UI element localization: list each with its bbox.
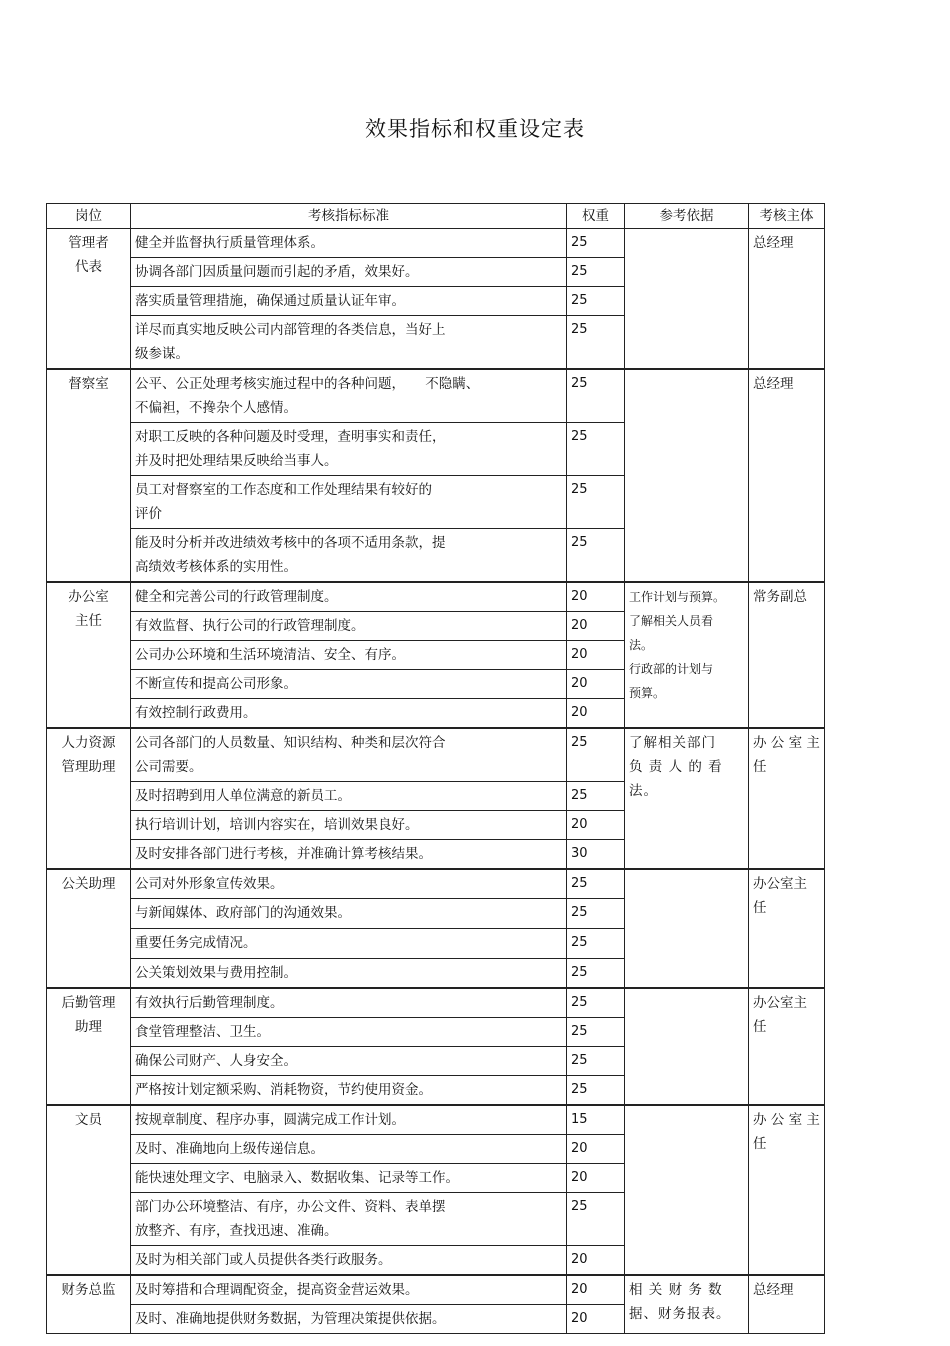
indicator-cell <box>131 728 567 782</box>
weight-cell: 20 <box>567 670 625 699</box>
cell-line: 重要任务完成情况。 <box>135 935 257 951</box>
cell-line: 与新闻媒体、政府部门的沟通效果。 <box>135 905 351 921</box>
cell-line: 公关策划效果与费用控制。 <box>135 965 297 981</box>
cell-line: 公司对外形象宣传效果。 <box>135 876 284 892</box>
cell-line: 法。 <box>629 783 658 799</box>
cell-line: 有效监督、执行公司的行政管理制度。 <box>135 618 365 634</box>
cell-line: 对职工反映的各种问题及时受理，查明事实和责任， <box>135 429 446 445</box>
weight-cell: 20 <box>567 612 625 641</box>
basis-cell <box>625 869 749 988</box>
cell-line: 督察室 <box>68 376 109 392</box>
header-post: 岗位 <box>47 204 131 229</box>
weight-cell: 25 <box>567 1193 625 1246</box>
table-header <box>47 204 825 229</box>
post-cell <box>47 869 131 988</box>
weight-cell: 20 <box>567 1246 625 1276</box>
cell-line: 放整齐、有序，查找迅速、准确。 <box>135 1223 338 1239</box>
cell-line: 及时为相关部门或人员提供各类行政服务。 <box>135 1252 392 1268</box>
cell-line: 及时安排各部门进行考核，并准确计算考核结果。 <box>135 846 432 862</box>
page-title: 效果指标和权重设定表 <box>365 117 585 141</box>
table-row <box>47 1275 825 1305</box>
basis-cell <box>625 582 749 728</box>
indicator-cell <box>131 287 567 316</box>
weight-cell: 20 <box>567 1275 625 1305</box>
weight-cell: 25 <box>567 476 625 529</box>
basis-cell <box>625 728 749 869</box>
cell-line: 办公室 <box>68 589 109 605</box>
indicator-cell <box>131 582 567 612</box>
weight-cell: 25 <box>567 229 625 258</box>
header-subject: 考核主体 <box>749 204 825 229</box>
indicator-weight-table <box>46 203 825 1334</box>
indicator-cell <box>131 1076 567 1106</box>
subject-cell <box>749 369 825 582</box>
cell-line: 法。 <box>629 638 654 652</box>
table-row <box>47 582 825 612</box>
subject-cell <box>749 229 825 370</box>
cell-line: 级参谋。 <box>135 346 189 362</box>
cell-line: 评价 <box>135 506 162 522</box>
indicator-cell <box>131 699 567 729</box>
header-indicator: 考核指标标准 <box>131 204 567 229</box>
indicator-cell <box>131 641 567 670</box>
cell-line: 人力资源 <box>61 735 116 751</box>
weight-cell: 20 <box>567 1135 625 1164</box>
indicator-cell <box>131 929 567 959</box>
weight-cell: 25 <box>567 1047 625 1076</box>
cell-line: 高绩效考核体系的实用性。 <box>135 559 297 575</box>
cell-line: 办 公 室 主 <box>753 1112 820 1128</box>
table-row <box>47 369 825 423</box>
post-cell <box>47 229 131 370</box>
indicator-cell <box>131 529 567 583</box>
post-cell <box>47 369 131 582</box>
weight-cell: 20 <box>567 1305 625 1334</box>
basis-cell <box>625 229 749 370</box>
indicator-cell <box>131 1105 567 1135</box>
cell-line: 后勤管理 <box>61 995 116 1011</box>
cell-line: 据、财务报表。 <box>629 1306 731 1322</box>
table-body <box>47 229 825 1334</box>
indicator-cell <box>131 811 567 840</box>
cell-line: 工作计划与预算。 <box>629 590 726 604</box>
cell-line: 财务总监 <box>61 1282 116 1298</box>
indicator-cell <box>131 1193 567 1246</box>
cell-line: 及时、准确地提供财务数据，为管理决策提供依据。 <box>135 1311 446 1327</box>
weight-cell: 25 <box>567 258 625 287</box>
weight-cell: 25 <box>567 1076 625 1106</box>
cell-line: 健全并监督执行质量管理体系。 <box>135 235 324 251</box>
weight-cell: 25 <box>567 423 625 476</box>
post-cell <box>47 988 131 1105</box>
weight-cell: 25 <box>567 988 625 1018</box>
weight-cell: 20 <box>567 582 625 612</box>
cell-line: 食堂管理整洁、卫生。 <box>135 1024 270 1040</box>
cell-line: 管理者 <box>68 235 109 251</box>
weight-cell: 25 <box>567 782 625 811</box>
post-cell <box>47 1275 131 1334</box>
cell-line: 文员 <box>75 1112 102 1128</box>
post-cell <box>47 582 131 728</box>
weight-cell: 25 <box>567 929 625 959</box>
weight-cell: 25 <box>567 287 625 316</box>
weight-cell: 20 <box>567 811 625 840</box>
cell-line: 公平、公正处理考核实施过程中的各种问题， 不隐瞒、 <box>135 376 480 392</box>
cell-line: 员工对督察室的工作态度和工作处理结果有较好的 <box>135 482 432 498</box>
cell-line: 助理 <box>75 1019 102 1035</box>
weight-cell: 25 <box>567 869 625 899</box>
post-cell <box>47 728 131 869</box>
indicator-cell <box>131 899 567 929</box>
indicator-cell <box>131 1305 567 1334</box>
indicator-cell <box>131 476 567 529</box>
table-row <box>47 229 825 258</box>
subject-cell <box>749 988 825 1105</box>
cell-line: 相 关 财 务 数 <box>629 1282 723 1298</box>
indicator-cell <box>131 782 567 811</box>
table-row <box>47 1105 825 1135</box>
cell-line: 常务副总 <box>753 589 807 605</box>
cell-line: 不偏袒，不搀杂个人感情。 <box>135 400 297 416</box>
cell-line: 行政部的计划与 <box>629 662 714 676</box>
cell-line: 及时招聘到用人单位满意的新员工。 <box>135 788 351 804</box>
cell-line: 有效控制行政费用。 <box>135 705 257 721</box>
indicator-cell <box>131 869 567 899</box>
subject-cell <box>749 582 825 728</box>
cell-line: 及时筹措和合理调配资金，提高资金营运效果。 <box>135 1282 419 1298</box>
cell-line: 及时、准确地向上级传递信息。 <box>135 1141 324 1157</box>
subject-cell <box>749 1275 825 1334</box>
weight-cell: 25 <box>567 369 625 423</box>
weight-cell: 15 <box>567 1105 625 1135</box>
cell-line: 任 <box>753 1019 767 1035</box>
cell-line: 任 <box>753 900 767 916</box>
cell-line: 办公室主 <box>753 876 807 892</box>
indicator-cell <box>131 1164 567 1193</box>
header-basis: 参考依据 <box>625 204 749 229</box>
cell-line: 办公室主 <box>753 995 807 1011</box>
indicator-cell <box>131 1275 567 1305</box>
weight-cell: 20 <box>567 641 625 670</box>
cell-line: 按规章制度、程序办事，圆满完成工作计划。 <box>135 1112 405 1128</box>
cell-line: 能快速处理文字、电脑录入、数据收集、记录等工作。 <box>135 1170 459 1186</box>
indicator-cell <box>131 423 567 476</box>
header-weight: 权重 <box>567 204 625 229</box>
cell-line: 健全和完善公司的行政管理制度。 <box>135 589 338 605</box>
indicator-cell <box>131 1047 567 1076</box>
weight-cell: 25 <box>567 959 625 989</box>
cell-line: 总经理 <box>753 235 794 251</box>
weight-cell: 25 <box>567 316 625 370</box>
cell-line: 确保公司财产、人身安全。 <box>135 1053 297 1069</box>
cell-line: 了解相关人员看 <box>629 614 714 628</box>
indicator-cell <box>131 988 567 1018</box>
cell-line: 部门办公环境整洁、有序，办公文件、资料、表单摆 <box>135 1199 446 1215</box>
cell-line: 公关助理 <box>61 876 116 892</box>
cell-line: 主任 <box>75 613 102 629</box>
cell-line: 负 责 人 的 看 <box>629 759 723 775</box>
indicator-cell <box>131 316 567 370</box>
basis-cell <box>625 1275 749 1334</box>
cell-line: 详尽而真实地反映公司内部管理的各类信息，当好上 <box>135 322 446 338</box>
indicator-cell <box>131 1246 567 1276</box>
cell-line: 落实质量管理措施，确保通过质量认证年审。 <box>135 293 405 309</box>
cell-line: 预算。 <box>629 686 666 700</box>
weight-cell: 25 <box>567 728 625 782</box>
cell-line: 公司需要。 <box>135 759 203 775</box>
indicator-cell <box>131 229 567 258</box>
cell-line: 了解相关部门 <box>629 735 716 751</box>
cell-line: 任 <box>753 759 767 775</box>
indicator-cell <box>131 1135 567 1164</box>
post-cell <box>47 1105 131 1275</box>
table-row <box>47 988 825 1018</box>
subject-cell <box>749 728 825 869</box>
weight-cell: 20 <box>567 1164 625 1193</box>
subject-cell <box>749 869 825 988</box>
weight-cell: 25 <box>567 1018 625 1047</box>
weight-cell: 25 <box>567 529 625 583</box>
basis-cell <box>625 1105 749 1275</box>
cell-line: 公司各部门的人员数量、知识结构、种类和层次符合 <box>135 735 446 751</box>
cell-line: 执行培训计划，培训内容实在，培训效果良好。 <box>135 817 419 833</box>
indicator-cell <box>131 1018 567 1047</box>
cell-line: 总经理 <box>753 376 794 392</box>
indicator-cell <box>131 670 567 699</box>
cell-line: 任 <box>753 1136 767 1152</box>
basis-cell <box>625 369 749 582</box>
indicator-cell <box>131 258 567 287</box>
indicator-cell <box>131 840 567 870</box>
indicator-cell <box>131 959 567 989</box>
table-row <box>47 728 825 782</box>
subject-cell <box>749 1105 825 1275</box>
table-row <box>47 869 825 899</box>
basis-cell <box>625 988 749 1105</box>
weight-cell: 20 <box>567 699 625 729</box>
weight-cell: 25 <box>567 899 625 929</box>
indicator-cell <box>131 612 567 641</box>
cell-line: 严格按计划定额采购、消耗物资，节约使用资金。 <box>135 1082 432 1098</box>
cell-line: 并及时把处理结果反映给当事人。 <box>135 453 338 469</box>
cell-line: 有效执行后勤管理制度。 <box>135 995 284 1011</box>
cell-line: 不断宣传和提高公司形象。 <box>135 676 297 692</box>
cell-line: 公司办公环境和生活环境清洁、安全、有序。 <box>135 647 405 663</box>
cell-line: 协调各部门因质量问题而引起的矛盾，效果好。 <box>135 264 419 280</box>
cell-line: 办 公 室 主 <box>753 735 820 751</box>
cell-line: 能及时分析并改进绩效考核中的各项不适用条款，提 <box>135 535 446 551</box>
cell-line: 总经理 <box>753 1282 794 1298</box>
weight-cell: 30 <box>567 840 625 870</box>
cell-line: 管理助理 <box>61 759 116 775</box>
cell-line: 代表 <box>75 259 102 275</box>
indicator-cell <box>131 369 567 423</box>
